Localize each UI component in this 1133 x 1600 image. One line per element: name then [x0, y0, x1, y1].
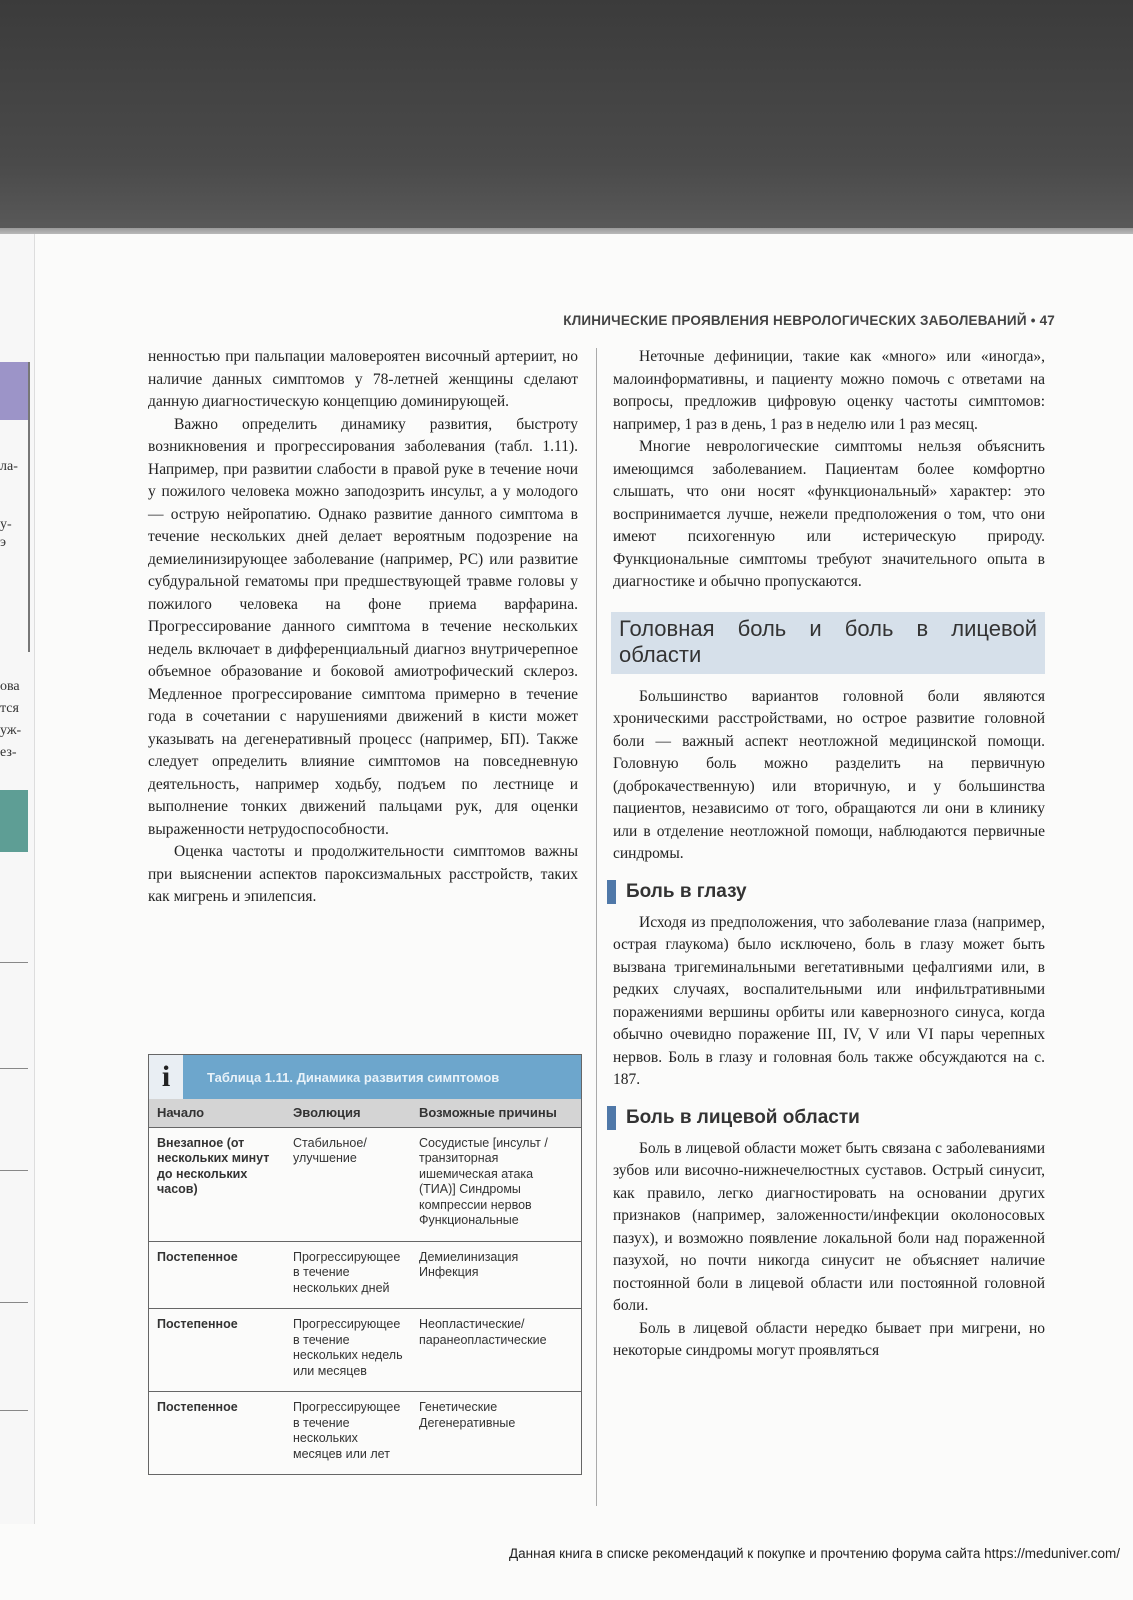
table-1-11 — [148, 1054, 582, 1475]
column-header: Эволюция — [285, 1099, 411, 1127]
column-divider — [596, 348, 597, 1506]
evolution-cell: Прогрессирующее в течение нескольких недель или месяцев — [285, 1309, 411, 1392]
prev-page-fragment: э — [0, 535, 7, 550]
prev-page-fragment: тся — [0, 701, 19, 716]
prev-page-rule — [0, 1068, 28, 1069]
subheading-text: Боль в глазу — [626, 880, 747, 902]
column-header: Начало — [149, 1099, 285, 1127]
section-heading-headache: Головная боль и боль в лицевой области — [611, 612, 1045, 674]
prev-page-fragment: ез- — [0, 745, 17, 760]
subheading-facial-pain — [607, 1106, 1045, 1130]
table-title-bar — [149, 1055, 581, 1099]
paragraph: Многие неврологические симптомы нельзя объяснить имеющимся заболеванием. Пациентам более комфортно слышать, что они носят «функциональный» характер: это воспринимается лучше, нежели предположения о том, что они имеют психогенную или истерическую природу. Функциональные симптомы требуют значительного опыта в диагностике и обычно пропускаются. — [613, 438, 1045, 590]
prev-page-fragment: у- — [0, 517, 12, 532]
onset-cell: Постепенное — [149, 1309, 285, 1392]
prev-page-fragment: уж- — [0, 723, 22, 738]
symptom-dynamics-table — [149, 1099, 581, 1474]
evolution-cell: Стабильное/ улучшение — [285, 1127, 411, 1241]
paragraph: Боль в лицевой области может быть связана с заболеваниями зубов или височно-нижнечелюстных суставов. Острый синусит, как правило, легко диагностировать на основании других признаков (например, заложенности/инфекции околоносовых пазух), и возможно появление локальной боли над пораженной пазухой, но почти никогда синусит не объясняет наличие постоянной боли в лицевой области или постоянной головной боли. — [613, 1139, 1045, 1314]
onset-cell: Внезапное (от нескольких минут до нескольких часов) — [149, 1127, 285, 1241]
evolution-cell: Прогрессирующее в течение нескольких дней — [285, 1241, 411, 1309]
table-title: Таблица 1.11. Динамика развития симптомов — [207, 1069, 500, 1085]
paragraph: ненностью при пальпации маловероятен височный артериит, но наличие данных симптомов у 78-летней женщины сделают данную диагностическую концепцию доминирующей. — [148, 348, 578, 410]
causes-cell: Неопластические/ паранеопластические — [411, 1309, 581, 1392]
prev-page-rule — [0, 1170, 28, 1171]
evolution-cell: Прогрессирующее в течение нескольких месяцев или лет — [285, 1392, 411, 1475]
footer-note: Данная книга в списке рекомендаций к покупке и прочтению форума сайта https://meduniver.com/ — [509, 1546, 1120, 1561]
causes-cell: Сосудистые [инсульт / транзиторная ишемическая атака (ТИА)] Синдромы компрессии нервов Функциональные — [411, 1127, 581, 1241]
causes-cell: Генетические Дегенеративные — [411, 1392, 581, 1475]
right-column — [613, 346, 1045, 1363]
header-separator: • — [1030, 313, 1036, 328]
column-header: Возможные причины — [411, 1099, 581, 1127]
prev-page-fragment: ла- — [0, 459, 18, 474]
paragraph: Оценка частоты и продолжительности симптомов важны при выяснении аспектов пароксизмальных расстройств, таких как мигрень и эпилепсия. — [148, 843, 578, 905]
paragraph: Неточные дефиниции, такие как «много» или «иногда», малоинформативны, и пациенту можно помочь с ответами на вопросы, предложив цифровую оценку частоты симптомов: например, 1 раз в день, 1 раз в неделю или 1 раз месяц. — [613, 348, 1045, 433]
scan-dark-background — [0, 0, 1133, 234]
running-header — [485, 313, 1055, 328]
heading-marker — [607, 880, 616, 904]
subheading-text: Боль в лицевой области — [626, 1106, 860, 1128]
left-column — [148, 346, 578, 909]
paragraph: Исходя из предположения, что заболевание глаза (например, острая глаукома) было исключено, боль в глазу может быть вызвана тригеминальными вегетативными цефалгиями или, в редких случаях, воспалительными или инфильтративными поражениями вершины орбиты или кавернозного синуса, когда обычно очевидно поражение III, IV, V или VI пары черепных нервов. Боль в глазу и головная боль также обсуждаются на с. 187. — [613, 913, 1045, 1088]
info-icon: i — [149, 1055, 183, 1099]
prev-page-rule — [0, 1410, 28, 1411]
prev-page-rule — [0, 962, 28, 963]
prev-page-box-frame — [0, 362, 30, 652]
table-row — [149, 1241, 581, 1309]
paragraph: Большинство вариантов головной боли являются хроническими расстройствами, но острое развитие головной боли — важный аспект неотложной медицинской помощи. Головную боль можно разделить на первичную (доброкачественную) или вторичную, и у большинства пациентов, независимо от того, обращаются ли они в клинику или в отделение неотложной помощи, наблюдаются первичные синдромы. — [613, 687, 1045, 862]
table-row — [149, 1392, 581, 1475]
table-row — [149, 1127, 581, 1241]
prev-page-rule — [0, 1302, 28, 1303]
table-row — [149, 1309, 581, 1392]
subheading-eye-pain — [607, 880, 1045, 904]
running-title: КЛИНИЧЕСКИЕ ПРОЯВЛЕНИЯ НЕВРОЛОГИЧЕСКИХ ЗАБОЛЕВАНИЙ — [563, 313, 1027, 328]
paragraph: Боль в лицевой области нередко бывает при мигрени, но некоторые синдромы могут проявляться — [613, 1319, 1045, 1359]
page-number: 47 — [1039, 313, 1055, 328]
paragraph: Важно определить динамику развития, быстроту возникновения и прогрессирования заболевания (табл. 1.11). Например, при развитии слабости в правой руке в течение ночи у пожилого человека можно заподозрить инсульт, а у молодого — острую нейропатию. Однако развитие данного симптома в течение нескольких дней делает вероятным подозрение на демиелинизирующее заболевание (например, РС) или развитие субдуральной гематомы при предшествующей травме головы у пожилого человека на фоне приема варфарина. Прогрессирование данного симптома в течение нескольких недель включает в дифференциальный диагноз внутричерепное объемное образование и боковой амиотрофический склероз. Медленное прогрессирование симптома примерно в течение года в сочетании с нарушениями движений в кисти может указывать на дегенеративный процесс (например, БП). Также следует определить влияние симптомов на повседневную деятельность, например ходьбу, подъем по лестнице и выполнение тонких движений пальцами рук, для оценки выраженности нетрудоспособности. — [148, 415, 578, 838]
table-header-row — [149, 1099, 581, 1127]
prev-page-fragment: ова — [0, 679, 20, 694]
heading-marker — [607, 1106, 616, 1130]
causes-cell: Демиелинизация Инфекция — [411, 1241, 581, 1309]
onset-cell: Постепенное — [149, 1241, 285, 1309]
onset-cell: Постепенное — [149, 1392, 285, 1475]
prev-page-teal-box — [0, 790, 28, 852]
